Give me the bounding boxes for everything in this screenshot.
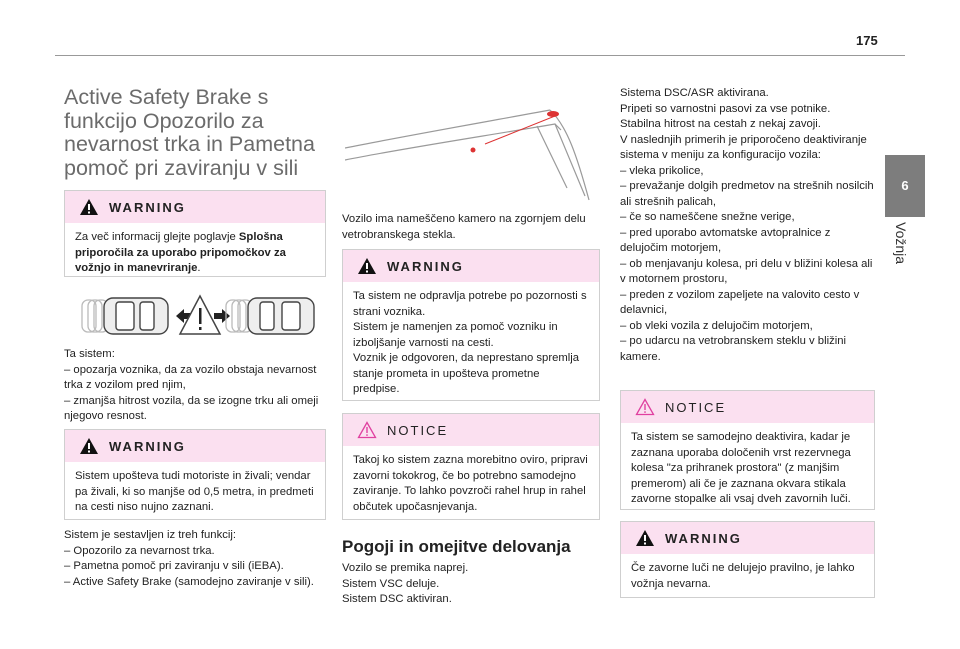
warning-icon [357, 257, 377, 275]
warning-header [343, 250, 599, 282]
warning-body: Ta sistem ne odpravlja potrebe po pozornosti s strani voznika. Sistem je namenjen za pomoč vozniku in izboljšanje varnosti na cesti. Voznik je odgovoren, da neprestano spremlja stanje prometa in upošteva prometne predpise. [353, 290, 587, 395]
notice-icon [357, 421, 377, 439]
warning-box-2 [64, 429, 326, 520]
system-components-text: Sistem je sestavljen iz treh funkcij: – Opozorilo za nevarnost trka. – Pametna pomoč pri zaviranju v sili (iEBA). – Active Safety Brake (samodejno zaviranje v sili). [64, 529, 314, 588]
warning-header [621, 522, 874, 554]
warning-box-4 [620, 521, 875, 598]
page-title: Active Safety Brake s funkcijo Opozorilo za nevarnost trka in Pametna pomoč pri zaviranju v sili [64, 85, 315, 180]
notice-box-1 [342, 413, 600, 520]
warning-title: WARNING [387, 258, 464, 274]
collision-illustration [80, 292, 320, 340]
notice-title: NOTICE [387, 422, 449, 438]
system-functions-text: Ta sistem: – opozarja voznika, da za vozilo obstaja nevarnost trka z vozilom pred njim, – zmanjša hitrost vozila, da se izogne trku ali omeji njegovo resnost. [64, 348, 319, 422]
notice-body: Takoj ko sistem zazna morebitno oviro, pripravi zavorni tokokrog, če bo potrebno samodejno zaviranje. To lahko povzroči rahel hrup in rahel občutek upočasnjevanja. [353, 454, 588, 513]
warning-icon [79, 437, 99, 455]
warning-body: Sistem upošteva tudi motoriste in živali; vendar pa živali, ki so manjše od 0,5 metra, in predmeti na cesti niso nujno zaznani. [75, 470, 314, 513]
page-number: 175 [856, 33, 878, 48]
notice-body: Ta sistem se samodejno deaktivira, kadar je zaznana uporaba določenih vrst rezervnega kolesa "za prihranek prostora" (z manjšim premerom) ali če je zaznana okvara stikala zavorne stopalke ali vsaj dveh zavornih luči. [631, 431, 851, 505]
warning-header [65, 191, 325, 223]
notice-header [343, 414, 599, 446]
warning-title: WARNING [109, 438, 186, 454]
notice-box-2 [620, 390, 875, 510]
conditions-list-text: Sistema DSC/ASR aktivirana. Pripeti so varnostni pasovi za vse potnike. Stabilna hitrost na cestah z nekaj zavoji. V naslednjih primerih je priporočeno deaktiviranje sistema v meniju za konfiguracijo vozila: – vleka prikolice, – prevažanje dolgih predmetov na strešnih nosilcih ali strešnih palicah, – če so nameščene snežne verige, – pred uporabo avtomatske avtopralnice z delujočim motorjem, – ob menjavanju kolesa, pri delu v bližini kolesa ali v motornem prostoru, – preden z vozilom zapeljete na valovito cesto v delavnici, – ob vleki vozila z delujočim motorjem, – po udarcu na vetrobranskem steklu v bližini kamere. [620, 87, 874, 363]
warning-box-3 [342, 249, 600, 401]
notice-icon [635, 398, 655, 416]
warning-body: Če zavorne luči ne delujejo pravilno, je lahko vožnja nevarna. [631, 562, 855, 590]
notice-header [621, 391, 874, 423]
warning-title: WARNING [665, 530, 742, 546]
warning-body [65, 223, 325, 285]
camera-caption: Vozilo ima nameščeno kamero na zgornjem delu vetrobranskega stekla. [342, 213, 586, 241]
warning-icon [635, 529, 655, 547]
chapter-title: Vožnja [893, 222, 909, 265]
chapter-tab[interactable]: 6 [885, 155, 925, 217]
section-heading: Pogoji in omejitve delovanja [342, 537, 571, 556]
operating-conditions-text: Vozilo se premika naprej. Sistem VSC deluje. Sistem DSC aktiviran. [342, 562, 469, 605]
warning-text-end: . [197, 262, 201, 274]
warning-header [65, 430, 325, 462]
warning-box-1 [64, 190, 326, 277]
warning-text: Za več informacij glejte poglavje [75, 231, 239, 243]
top-divider [55, 55, 905, 56]
windshield-camera-illustration [345, 96, 597, 206]
warning-text-bold: Splošna priporočila za uporabo pripomočkov za vožnjo in manevriranje [75, 231, 286, 274]
warning-title: WARNING [109, 199, 186, 215]
notice-title: NOTICE [665, 399, 727, 415]
warning-icon [79, 198, 99, 216]
